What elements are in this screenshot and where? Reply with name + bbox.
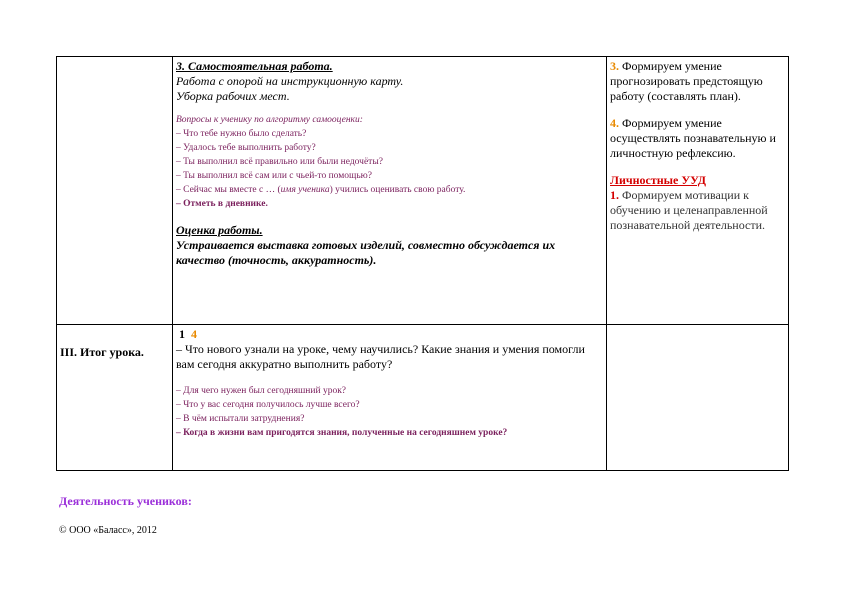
question-item: – Удалось тебе выполнить работу? [176,143,316,153]
skill-refs [176,327,603,342]
skill-paragraph [610,188,785,233]
question-item: – Для чего нужен был сегодняшний урок? [176,386,347,396]
content-cell [173,57,607,325]
table-row [57,325,789,471]
content-line: Уборка рабочих мест. [176,89,290,103]
skill-number: 1. [610,188,619,202]
content-line: Работа с опорой на инструкционную карту. [176,74,404,88]
question-item: – Что тебе нужно было сделать? [176,129,307,139]
question-item: – Отметь в дневнике. [176,199,268,209]
skill-text: Формируем умение прогнозировать предстоящую работу (составлять план). [610,59,763,103]
question-item: – Ты выполнил всё сам или с чьей-то помощью? [176,171,372,181]
skill-number: 4. [610,116,619,130]
eval-text: Устраивается выставка готовых изделий, совместно обсуждается их качество (точность, аккуратность). [176,238,556,267]
question-part: – Сейчас мы вместе с … ( [176,185,281,195]
ref-number: 1 [179,327,185,341]
main-question: – Что нового узнали на уроке, чему научились? Какие знания и умения помогли вам сегодня аккуратно выполнить работу? [176,342,585,371]
copyright: © ООО «Баласс», 2012 [59,525,157,536]
skill-number: 3. [610,59,619,73]
stage-label: III. Итог урока. [57,325,173,471]
question-item: – Когда в жизни вам пригодятся знания, полученные на сегодняшнем уроке? [176,428,508,438]
content-cell [173,325,607,471]
skills-cell [607,57,789,325]
question-item: – Ты выполнил всё правильно или были недочёты? [176,157,383,167]
skill-text: Формируем мотивации к обучению и целенаправленной познавательной деятельности. [610,188,768,232]
uud-title: Личностные УУД [610,173,707,187]
table-row [57,57,789,325]
eval-heading: Оценка работы. [176,223,263,237]
section-heading: 3. Самостоятельная работа. [176,59,333,73]
activity-label: Деятельность учеников: [59,494,192,508]
skill-paragraph [610,59,785,104]
skills-cell [607,325,789,471]
questions-title: Вопросы к ученику по алгоритму самооценки: [176,115,363,125]
ref-number: 4 [191,327,197,341]
stage-cell [57,57,173,325]
skill-text: Формируем умение осуществлять познавательную и личностную рефлексию. [610,116,776,160]
question-item [176,183,603,197]
question-item: – Что у вас сегодня получилось лучше всего? [176,400,360,410]
question-emphasis: имя ученика [280,185,330,195]
question-part: ) учились оценивать свою работу. [329,185,466,195]
lesson-table [56,56,789,471]
skill-paragraph [610,116,785,161]
question-item: – В чём испытали затруднения? [176,414,305,424]
